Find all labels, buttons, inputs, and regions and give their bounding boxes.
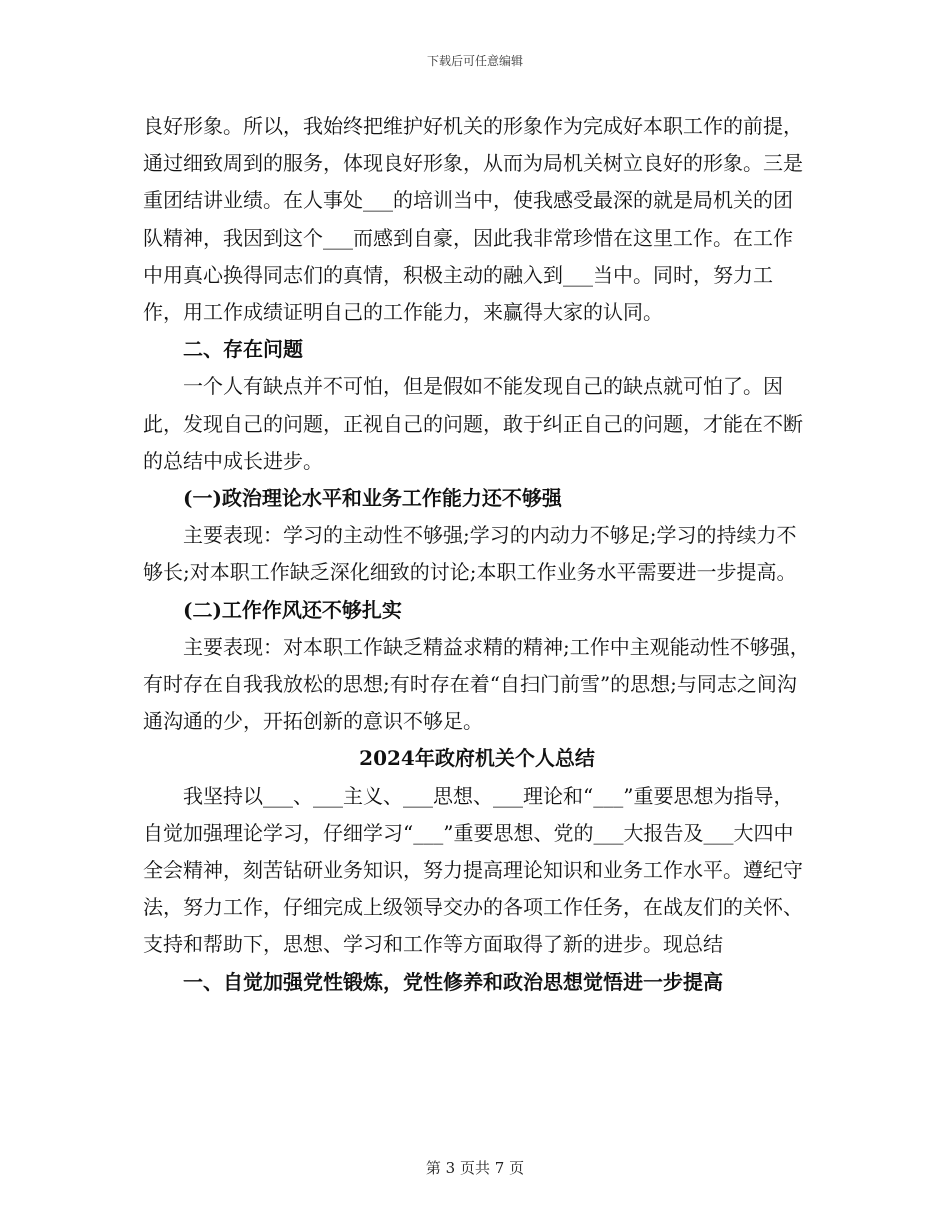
paragraph-summary-intro: 我坚持以___、___主义、___思想、___理论和“___”重要思想为指导，自觉加强理论学习，仔细学习“___”重要思想、党的___大报告及___大四中全会精神，刻苦钻研业务知识，努力提高理论知识和业务工作水平。遵纪守法，努力工作，仔细完成上级领导交办的各项工作任务，在战友们的关怀、支持和帮助下，思想、学习和工作等方面取得了新的进步。现总结: [143, 783, 803, 957]
heading-problem-two: (二)工作作风还不够扎实: [183, 597, 402, 622]
paragraph-problem-two: 主要表现：对本职工作缺乏精益求精的精神;工作中主观能动性不够强，有时存在自我我放松的思想;有时存在着“自扫门前雪”的思想;与同志之间沟通沟通的少，开拓创新的意识不够足。: [143, 634, 810, 734]
paragraph-problems-intro: 一个人有缺点并不可怕，但是假如不能发现自己的缺点就可怕了。因此，发现自己的问题，正视自己的问题，敢于纠正自己的问题，才能在不断的总结中成长进步。: [143, 374, 803, 473]
page-footer: 第 3 页共 7 页: [425, 1159, 525, 1177]
heading-problem-one: (一)政治理论水平和业务工作能力还不够强: [183, 486, 562, 511]
page-header: 下载后可任意编辑: [426, 54, 523, 68]
heading-party-training: 一、自觉加强党性锻炼，党性修养和政治思想觉悟进一步提高: [183, 969, 723, 994]
section-title: 2024年政府机关个人总结: [359, 746, 595, 771]
document-body: [143, 108, 811, 1001]
paragraph-image-summary: 良好形象。所以，我始终把维护好机关的形象作为完成好本职工作的前提，通过细致周到的服务，体现良好形象，从而为局机关树立良好的形象。三是重团结讲业绩。在人事处___的培训当中，使我感受最深的就是局机关的团队精神，我因到这个___而感到自豪，因此我非常珍惜在这里工作。在工作中用真心换得同志们的真情，积极主动的融入到___当中。同时，努力工作，用工作成绩证明自己的工作能力，来赢得大家的认同。: [143, 114, 803, 325]
heading-existing-problems: 二、存在问题: [183, 337, 303, 362]
paragraph-problem-one: 主要表现：学习的主动性不够强;学习的内动力不够足;学习的持续力不够长;对本职工作缺乏深化细致的讨论;本职工作业务水平需要进一步提高。: [143, 523, 797, 585]
